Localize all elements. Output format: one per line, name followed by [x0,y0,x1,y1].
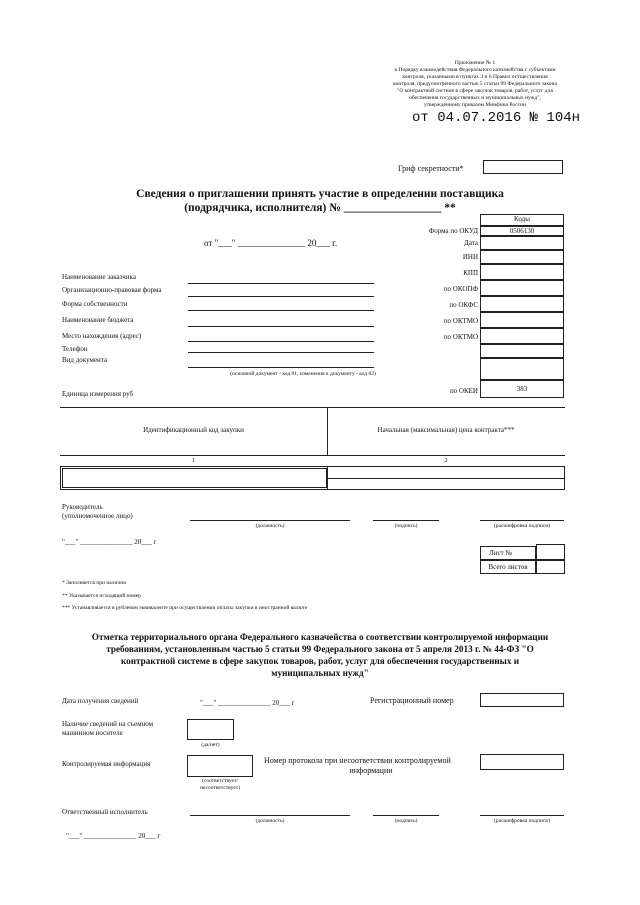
page-title: Сведения о приглашении принять участие в определении поставщика [136,188,504,200]
code-inn[interactable] [480,250,564,264]
code-date[interactable] [480,236,564,250]
label-okopf: по ОКОПФ [443,285,478,293]
code-blank[interactable] [480,344,564,358]
label-ownership: Форма собственности [62,300,128,308]
head-decoding-line[interactable] [480,520,564,521]
code-doctype[interactable] [480,358,564,380]
code-kpp[interactable] [480,264,564,280]
footnote-1: * Заполняется при наличии [62,580,127,586]
page-title-line2: (подрядчика, исполнителя) № _________________ ** [184,202,456,214]
code-oktmo1[interactable] [480,312,564,328]
label-okud: Форма по ОКУД [428,227,478,235]
label-doc-type: Вид документа [62,356,108,364]
sheet-no-field[interactable] [536,544,565,560]
appendix-line: контроля, предусмотренного частью 5 статьи 99 Федерального закона [393,81,557,87]
executor-decoding-line[interactable] [480,815,564,816]
controlled-note: (соответствует/ [202,778,238,784]
form-date: от "___" _______________ 20___ г. [204,238,338,248]
label-phone: Телефон [62,345,88,353]
head-position-note: (должность) [255,523,285,529]
budget-line[interactable] [188,326,374,327]
executor-signature-line[interactable] [373,815,439,816]
media-note: (да/нет) [201,742,220,748]
label-kpp: КПП [463,269,478,277]
ownership-line[interactable] [188,310,374,311]
protocol-label-2: информации [349,766,393,775]
protocol-field[interactable] [480,754,564,770]
appendix-line: к Порядку взаимодействия Федерального казначейства с субъектами [394,67,556,73]
media-label: Наличие сведений на съемном [62,720,154,728]
label-oktmo2: по ОКТМО [443,333,478,341]
legal-form-line[interactable] [188,296,374,297]
media-field[interactable] [187,719,234,740]
head-decoding-note: (расшифровка подписи) [493,523,551,529]
code-okopf[interactable] [480,280,564,296]
table-header-price: Начальная (максимальная) цена контракта*** [377,426,515,434]
executor-label: Ответственный исполнитель [62,808,148,816]
secrecy-label: Гриф секретности* [398,164,464,173]
cell-purchase-code[interactable] [62,468,327,488]
secrecy-field[interactable] [483,160,563,174]
executor-position-line[interactable] [190,815,350,816]
code-okfs[interactable] [480,296,564,312]
head-signature-line[interactable] [373,520,439,521]
received-date: "___" _______________ 20___ г [200,699,295,707]
reg-number-field[interactable] [480,693,564,707]
head-position-line[interactable] [190,520,350,521]
appendix-line: Приложение № 1 [454,60,496,66]
codes-header: Коды [480,214,564,226]
label-unit: Единица измерения руб [62,390,134,398]
cell-price[interactable] [328,479,564,489]
controlled-label: Контролируемая информация [62,760,151,768]
label-date: Дата [464,239,478,247]
label-budget: Наименование бюджета [62,316,134,324]
table-colnum-1: 1 [191,457,196,464]
executor-position-note: (должность) [255,818,285,824]
order-number: от 04.07.2016 № 104н [412,110,581,126]
sheet-total-label: Всего листов [480,560,536,574]
code-okei: 383 [480,380,564,398]
label-oktmo1: по ОКТМО [443,317,478,325]
media-label-2: машинном носителе [62,729,123,737]
appendix-line: утвержденному приказом Минфина России [423,102,527,108]
sheet-no-label: Лист № [480,546,536,560]
label-legal-form: Организационно-правовая форма [62,286,162,294]
head-date: "___" _______________ 20___ г [62,538,157,546]
footnote-3: *** Устанавливается в рублевом эквиваленте при осуществлении оплаты закупки в иностранной валюте [62,605,308,611]
executor-signature-note: (подпись) [394,818,418,824]
label-okei: по ОКЕИ [449,387,478,395]
label-okfs: по ОКФС [449,301,478,309]
appendix-line: обеспечения государственных и муниципальных нужд", [409,95,541,101]
reg-number-label: Регистрационный номер [370,696,454,705]
doc-type-line[interactable] [188,367,374,368]
head-signature-note: (подпись) [394,523,418,529]
appendix-line: "О контрактной системе в сфере закупок товаров, работ, услуг для [397,88,553,94]
table-header-code: Идентификационный код закупки [143,426,244,434]
head-label-2: (уполномоченное лицо) [62,512,133,520]
doc-type-note: (основной документ - код 01, изменения к документу - код 02) [230,371,376,377]
head-label: Руководитель [62,503,103,511]
label-location: Место нахождения (адрес) [62,332,142,340]
sheet-total-field[interactable] [536,560,565,574]
location-line[interactable] [188,341,374,342]
phone-line[interactable] [188,352,374,353]
label-inn: ИНН [462,253,478,261]
code-okud: 0506130 [480,226,564,236]
label-customer: Наименование заказчика [62,273,136,281]
footnote-2: ** Указывается исходящий номер [62,593,141,599]
code-oktmo2[interactable] [480,328,564,344]
customer-line[interactable] [188,283,374,284]
controlled-note-2: несоответствует) [200,785,240,791]
appendix-line: контроля, указанными в пунктах 3 и 6 Правил осуществления [402,74,548,80]
executor-decoding-note: (расшифровка подписи) [493,818,551,824]
executor-date: "___" _______________ 20___ г [66,832,161,840]
received-label: Дата получения сведений [62,697,139,705]
controlled-field[interactable] [187,755,253,777]
table-colnum-2: 2 [444,457,448,464]
protocol-label: Номер протокола при несоответствии контролируемой [264,756,451,765]
